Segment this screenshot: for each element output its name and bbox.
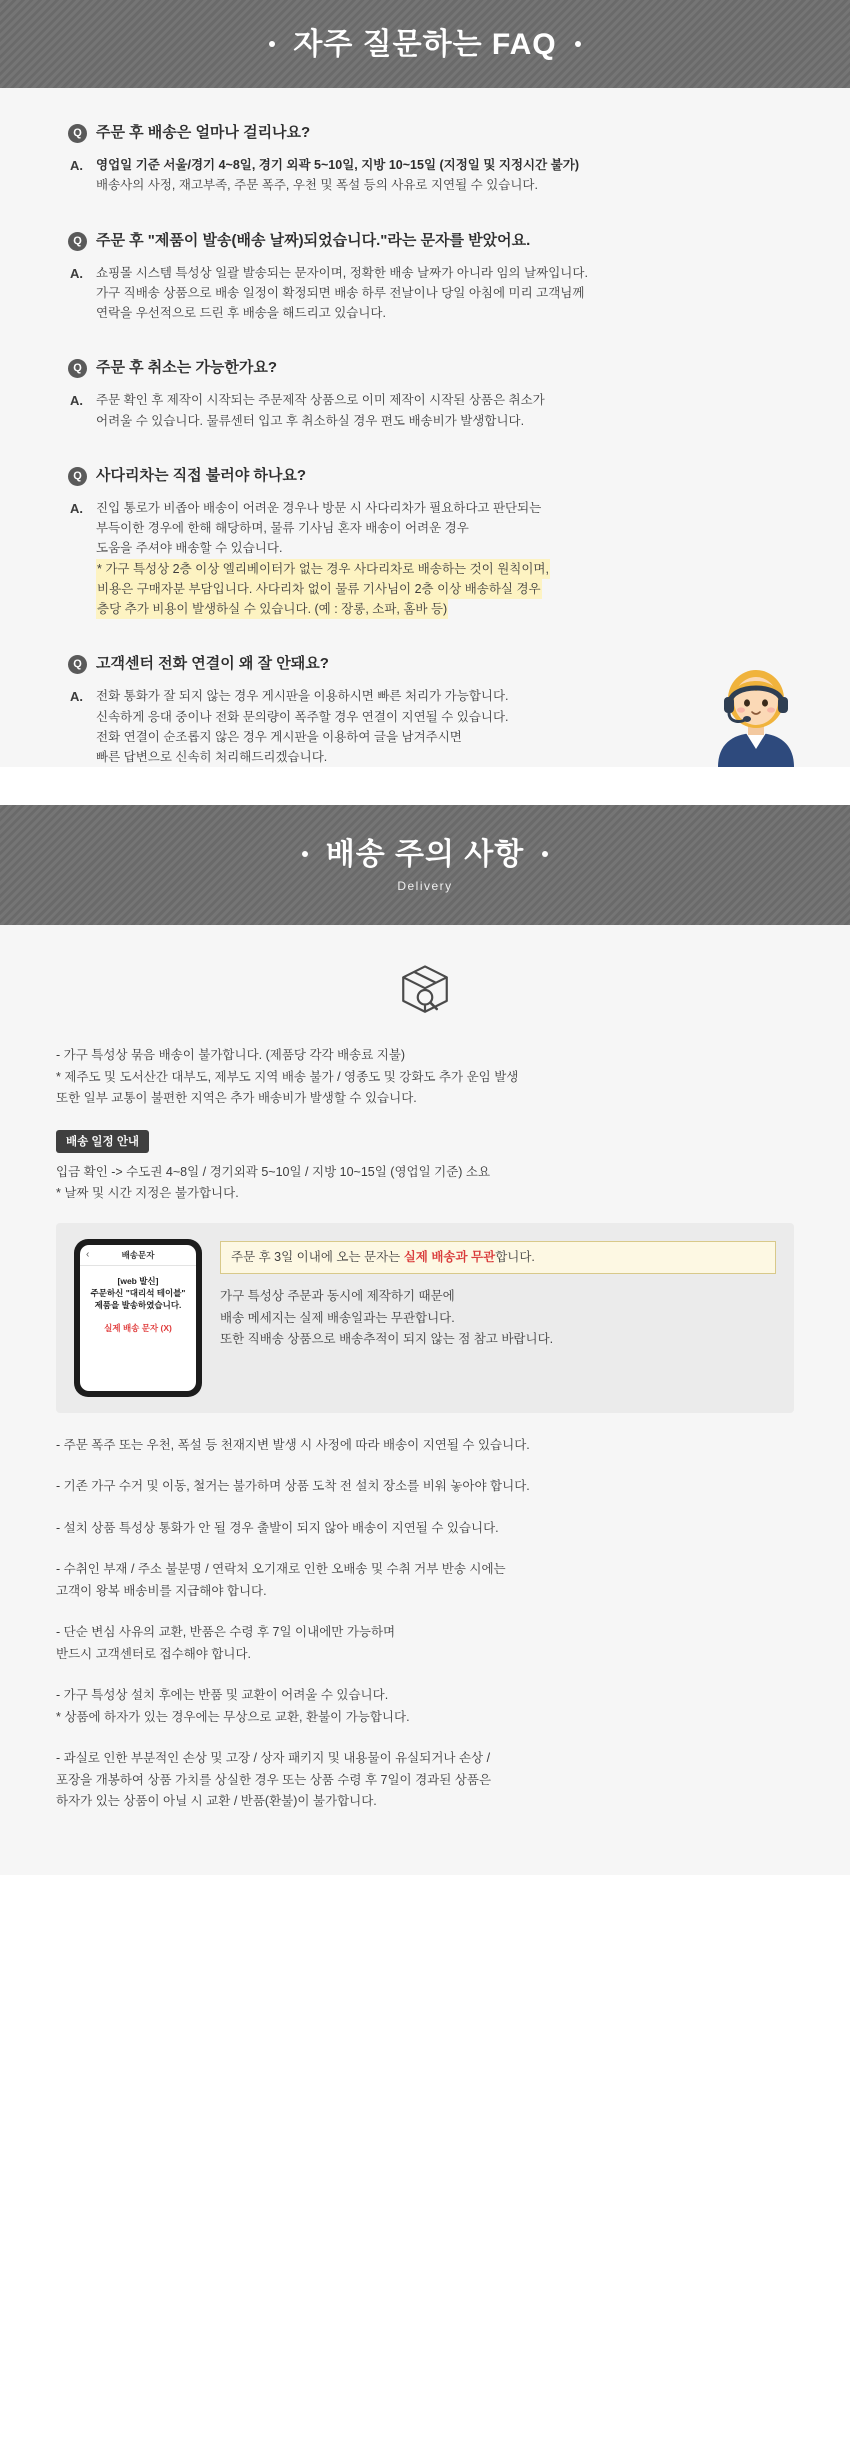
question-badge-icon: Q	[68, 124, 87, 143]
phone-message-line: 주문하신 "대리석 테이블"	[90, 1288, 186, 1299]
phone-message-caption: 실제 배송 문자 (X)	[104, 1322, 172, 1333]
schedule-note: * 날짜 및 시간 지정은 불가합니다.	[56, 1186, 239, 1201]
faq-answer-line: 전화 연결이 순조롭지 않은 경우 게시판을 이용하여 글을 남겨주시면	[96, 729, 462, 744]
delivery-intro-line: * 제주도 및 도서산간 대부도, 제부도 지역 배송 불가 / 영종도 및 강화도 추가 운임 발생	[56, 1069, 519, 1084]
sms-note-line: 가구 특성상 주문과 동시에 제작하기 때문에	[220, 1289, 455, 1304]
faq-body	[0, 88, 850, 767]
answer-label: A.	[70, 500, 83, 516]
faq-question-text: 주문 후 "제품이 발송(배송 날짜)되었습니다."라는 문자를 받았어요.	[96, 231, 531, 249]
sms-note-column	[220, 1239, 776, 1351]
question-badge-icon: Q	[68, 232, 87, 251]
delivery-intro-line: - 가구 특성상 묶음 배송이 불가합니다. (제품당 각각 배송료 지불)	[56, 1048, 406, 1063]
customer-service-operator-illustration	[708, 657, 804, 767]
question-badge-icon: Q	[68, 655, 87, 674]
decorative-dot-right-icon	[575, 41, 581, 47]
faq-question-row	[68, 653, 788, 674]
delivery-warning-line: - 기존 가구 수거 및 이동, 철거는 불가하며 상품 도착 전 설치 장소를 비워 놓아야 합니다.	[56, 1479, 530, 1494]
delivery-warning-line: - 수취인 부재 / 주소 불분명 / 연락처 오기재로 인한 오배송 및 수취 거부 반송 시에는	[56, 1562, 506, 1577]
phone-message-body	[80, 1266, 196, 1334]
faq-answer-line: 빠른 답변으로 신속히 처리해드리겠습니다.	[96, 750, 328, 764]
sms-note-line: 배송 메세지는 실제 배송일과는 무관합니다.	[220, 1310, 455, 1325]
back-chevron-icon[interactable]: ‹	[86, 1249, 90, 1261]
faq-question-row	[68, 230, 788, 251]
delivery-warning-block	[56, 1435, 794, 1457]
faq-answer-text	[96, 263, 588, 324]
faq-answer-row	[68, 155, 788, 196]
decorative-dot-left-icon	[269, 41, 275, 47]
faq-answer-highlight-line: * 가구 특성상 2층 이상 엘리베이터가 없는 경우 사다리차로 배송하는 것이 원칙이며,	[96, 559, 550, 579]
phone-message-line: 제품을 발송하였습니다.	[94, 1300, 182, 1311]
faq-answer-line: 배송사의 사정, 재고부족, 주문 폭주, 우천 및 폭설 등의 사유로 지연될 수 있습니다.	[96, 178, 538, 193]
faq-answer-line: 도움을 주셔야 배송할 수 있습니다.	[96, 541, 283, 556]
faq-question-row	[68, 122, 788, 143]
delivery-warning-block	[56, 1622, 794, 1665]
faq-answer-text	[96, 155, 579, 196]
faq-answer-line: 연락을 우선적으로 드린 후 배송을 해드리고 있습니다.	[96, 306, 386, 320]
delivery-warning-line: 포장을 개봉하여 상품 가치를 상실한 경우 또는 상품 수령 후 7일이 경과된 상품은	[56, 1772, 492, 1787]
delivery-header-subtitle: Delivery	[397, 878, 453, 893]
sms-note-line: 또한 직배송 상품으로 배송추적이 되지 않는 점 참고 바랍니다.	[220, 1332, 554, 1347]
phone-screen	[80, 1245, 196, 1391]
delivery-body	[0, 925, 850, 1875]
faq-question-text: 고객센터 전화 연결이 왜 잘 안돼요?	[96, 655, 329, 673]
delivery-warning-line: - 가구 특성상 설치 후에는 반품 및 교환이 어려울 수 있습니다.	[56, 1688, 389, 1703]
faq-answer-text	[96, 686, 509, 767]
delivery-warning-block	[56, 1748, 794, 1813]
faq-answer-line: 쇼핑몰 시스템 특성상 일괄 발송되는 문자이며, 정확한 배송 날짜가 아니라 임의 날짜입니다.	[96, 265, 588, 280]
faq-answer-line: 어려울 수 있습니다. 물류센터 입고 후 취소하실 경우 편도 배송비가 발생합니다.	[96, 413, 525, 428]
faq-item	[68, 653, 788, 767]
delivery-content	[0, 1045, 850, 1813]
delivery-intro-line: 또한 일부 교통이 불편한 지역은 추가 배송비가 발생할 수 있습니다.	[56, 1091, 417, 1106]
delivery-warning-block	[56, 1685, 794, 1728]
faq-question-row	[68, 465, 788, 486]
faq-item	[68, 465, 788, 620]
faq-header-title: 자주 질문하는 FAQ	[293, 27, 557, 61]
note-head-pre: 주문 후 3일 이내에 오는 문자는	[231, 1249, 404, 1264]
faq-question-row	[68, 357, 788, 378]
faq-answer-line: 신속하게 응대 중이나 전화 문의량이 폭주할 경우 연결이 지연될 수 있습니다.	[96, 709, 509, 724]
answer-label: A.	[70, 265, 83, 281]
faq-question-text: 사다리차는 직접 불러야 하나요?	[96, 466, 307, 484]
schedule-line: 입금 확인 -> 수도권 4~8일 / 경기외곽 5~10일 / 지방 10~15일 (영업일 기준) 소요	[56, 1164, 491, 1179]
package-search-icon	[396, 961, 454, 1019]
phone-screen-title: 배송문자	[121, 1249, 155, 1260]
answer-label: A.	[70, 158, 83, 173]
faq-answer-row	[68, 686, 788, 767]
faq-item	[68, 357, 788, 431]
faq-answer-row	[68, 263, 788, 324]
delivery-warning-line: - 단순 변심 사유의 교환, 반품은 수령 후 7일 이내에만 가능하며	[56, 1625, 396, 1640]
delivery-warning-line: - 설치 상품 특성상 통화가 안 될 경우 출발이 되지 않아 배송이 지연될 수 있습니다.	[56, 1520, 499, 1535]
faq-answer-text	[96, 390, 545, 431]
sms-note-body	[220, 1286, 776, 1351]
question-badge-icon: Q	[68, 359, 87, 378]
delivery-intro-block	[56, 1045, 794, 1110]
delivery-warning-line: - 과실로 인한 부분적인 손상 및 고장 / 상자 패키지 및 내용물이 유실되거나 손상 /	[56, 1751, 491, 1766]
answer-label: A.	[70, 689, 83, 705]
faq-answer-line: 가구 직배송 상품으로 배송 일정이 확정되면 배송 하루 전날이나 당일 아침에 미리 고객님께	[96, 285, 585, 300]
delivery-warning-block	[56, 1476, 794, 1498]
delivery-warning-line: 고객이 왕복 배송비를 지급해야 합니다.	[56, 1583, 267, 1598]
answer-label: A.	[70, 393, 83, 409]
faq-answer-text	[96, 498, 788, 620]
faq-item	[68, 230, 788, 324]
faq-answer-line: 진입 통로가 비좁아 배송이 어려운 경우나 방문 시 사다리차가 필요하다고 판단되는	[96, 500, 542, 515]
phone-message-line: [web 발신]	[117, 1275, 159, 1286]
phone-status-bar	[80, 1245, 196, 1266]
delivery-warning-block	[56, 1559, 794, 1602]
faq-answer-highlight-line: 층당 추가 비용이 발생하실 수 있습니다. (예 : 장롱, 소파, 홈바 등)	[96, 599, 448, 619]
decorative-dot-right-icon	[542, 851, 548, 857]
delivery-section-header	[0, 805, 850, 925]
faq-answer-row	[68, 498, 788, 620]
phone-mockup	[74, 1239, 202, 1397]
delivery-warning-line: 반드시 고객센터로 접수해야 합니다.	[56, 1646, 252, 1661]
faq-answer-line: 주문 확인 후 제작이 시작되는 주문제작 상품으로 이미 제작이 시작된 상품은 취소가	[96, 393, 545, 408]
faq-answer-row	[68, 390, 788, 431]
sms-note-headline	[220, 1241, 776, 1275]
faq-answer-line: 전화 통화가 잘 되지 않는 경우 게시판을 이용하시면 빠른 처리가 가능합니다.	[96, 689, 509, 704]
delivery-warning-line: * 상품에 하자가 있는 경우에는 무상으로 교환, 환불이 가능합니다.	[56, 1709, 410, 1724]
faq-answer-highlight-line: 비용은 구매자분 부담입니다. 사다리차 없이 물류 기사님이 2층 이상 배송하실 경우	[96, 579, 542, 599]
faq-item	[68, 122, 788, 196]
delivery-warning-line: - 주문 폭주 또는 우천, 폭설 등 천재지변 발생 시 사정에 따라 배송이 지연될 수 있습니다.	[56, 1437, 530, 1452]
package-search-icon-wrap	[0, 961, 850, 1019]
faq-answer-line: 영업일 기준 서울/경기 4~8일, 경기 외곽 5~10일, 지방 10~15일 (지정일 및 지정시간 불가)	[96, 158, 579, 172]
faq-answer-line: 부득이한 경우에 한해 해당하며, 물류 기사님 혼자 배송이 어려운 경우	[96, 521, 469, 535]
delivery-header-title: 배송 주의 사항	[325, 837, 525, 871]
faq-section-header	[0, 0, 850, 88]
faq-question-text: 주문 후 배송은 얼마나 걸리나요?	[96, 124, 311, 141]
sms-example-panel	[56, 1223, 794, 1413]
delivery-warning-line: 하자가 있는 상품이 아닐 시 교환 / 반품(환불)이 불가합니다.	[56, 1794, 377, 1809]
note-head-highlight: 실제 배송과 무관	[403, 1249, 496, 1264]
question-badge-icon: Q	[68, 467, 87, 486]
faq-question-text: 주문 후 취소는 가능한가요?	[96, 359, 278, 377]
delivery-warning-block	[56, 1518, 794, 1540]
decorative-dot-left-icon	[302, 851, 308, 857]
note-head-post: 합니다.	[495, 1249, 535, 1264]
delivery-schedule-block	[56, 1130, 794, 1205]
schedule-tag-badge: 배송 일정 안내	[56, 1130, 149, 1153]
